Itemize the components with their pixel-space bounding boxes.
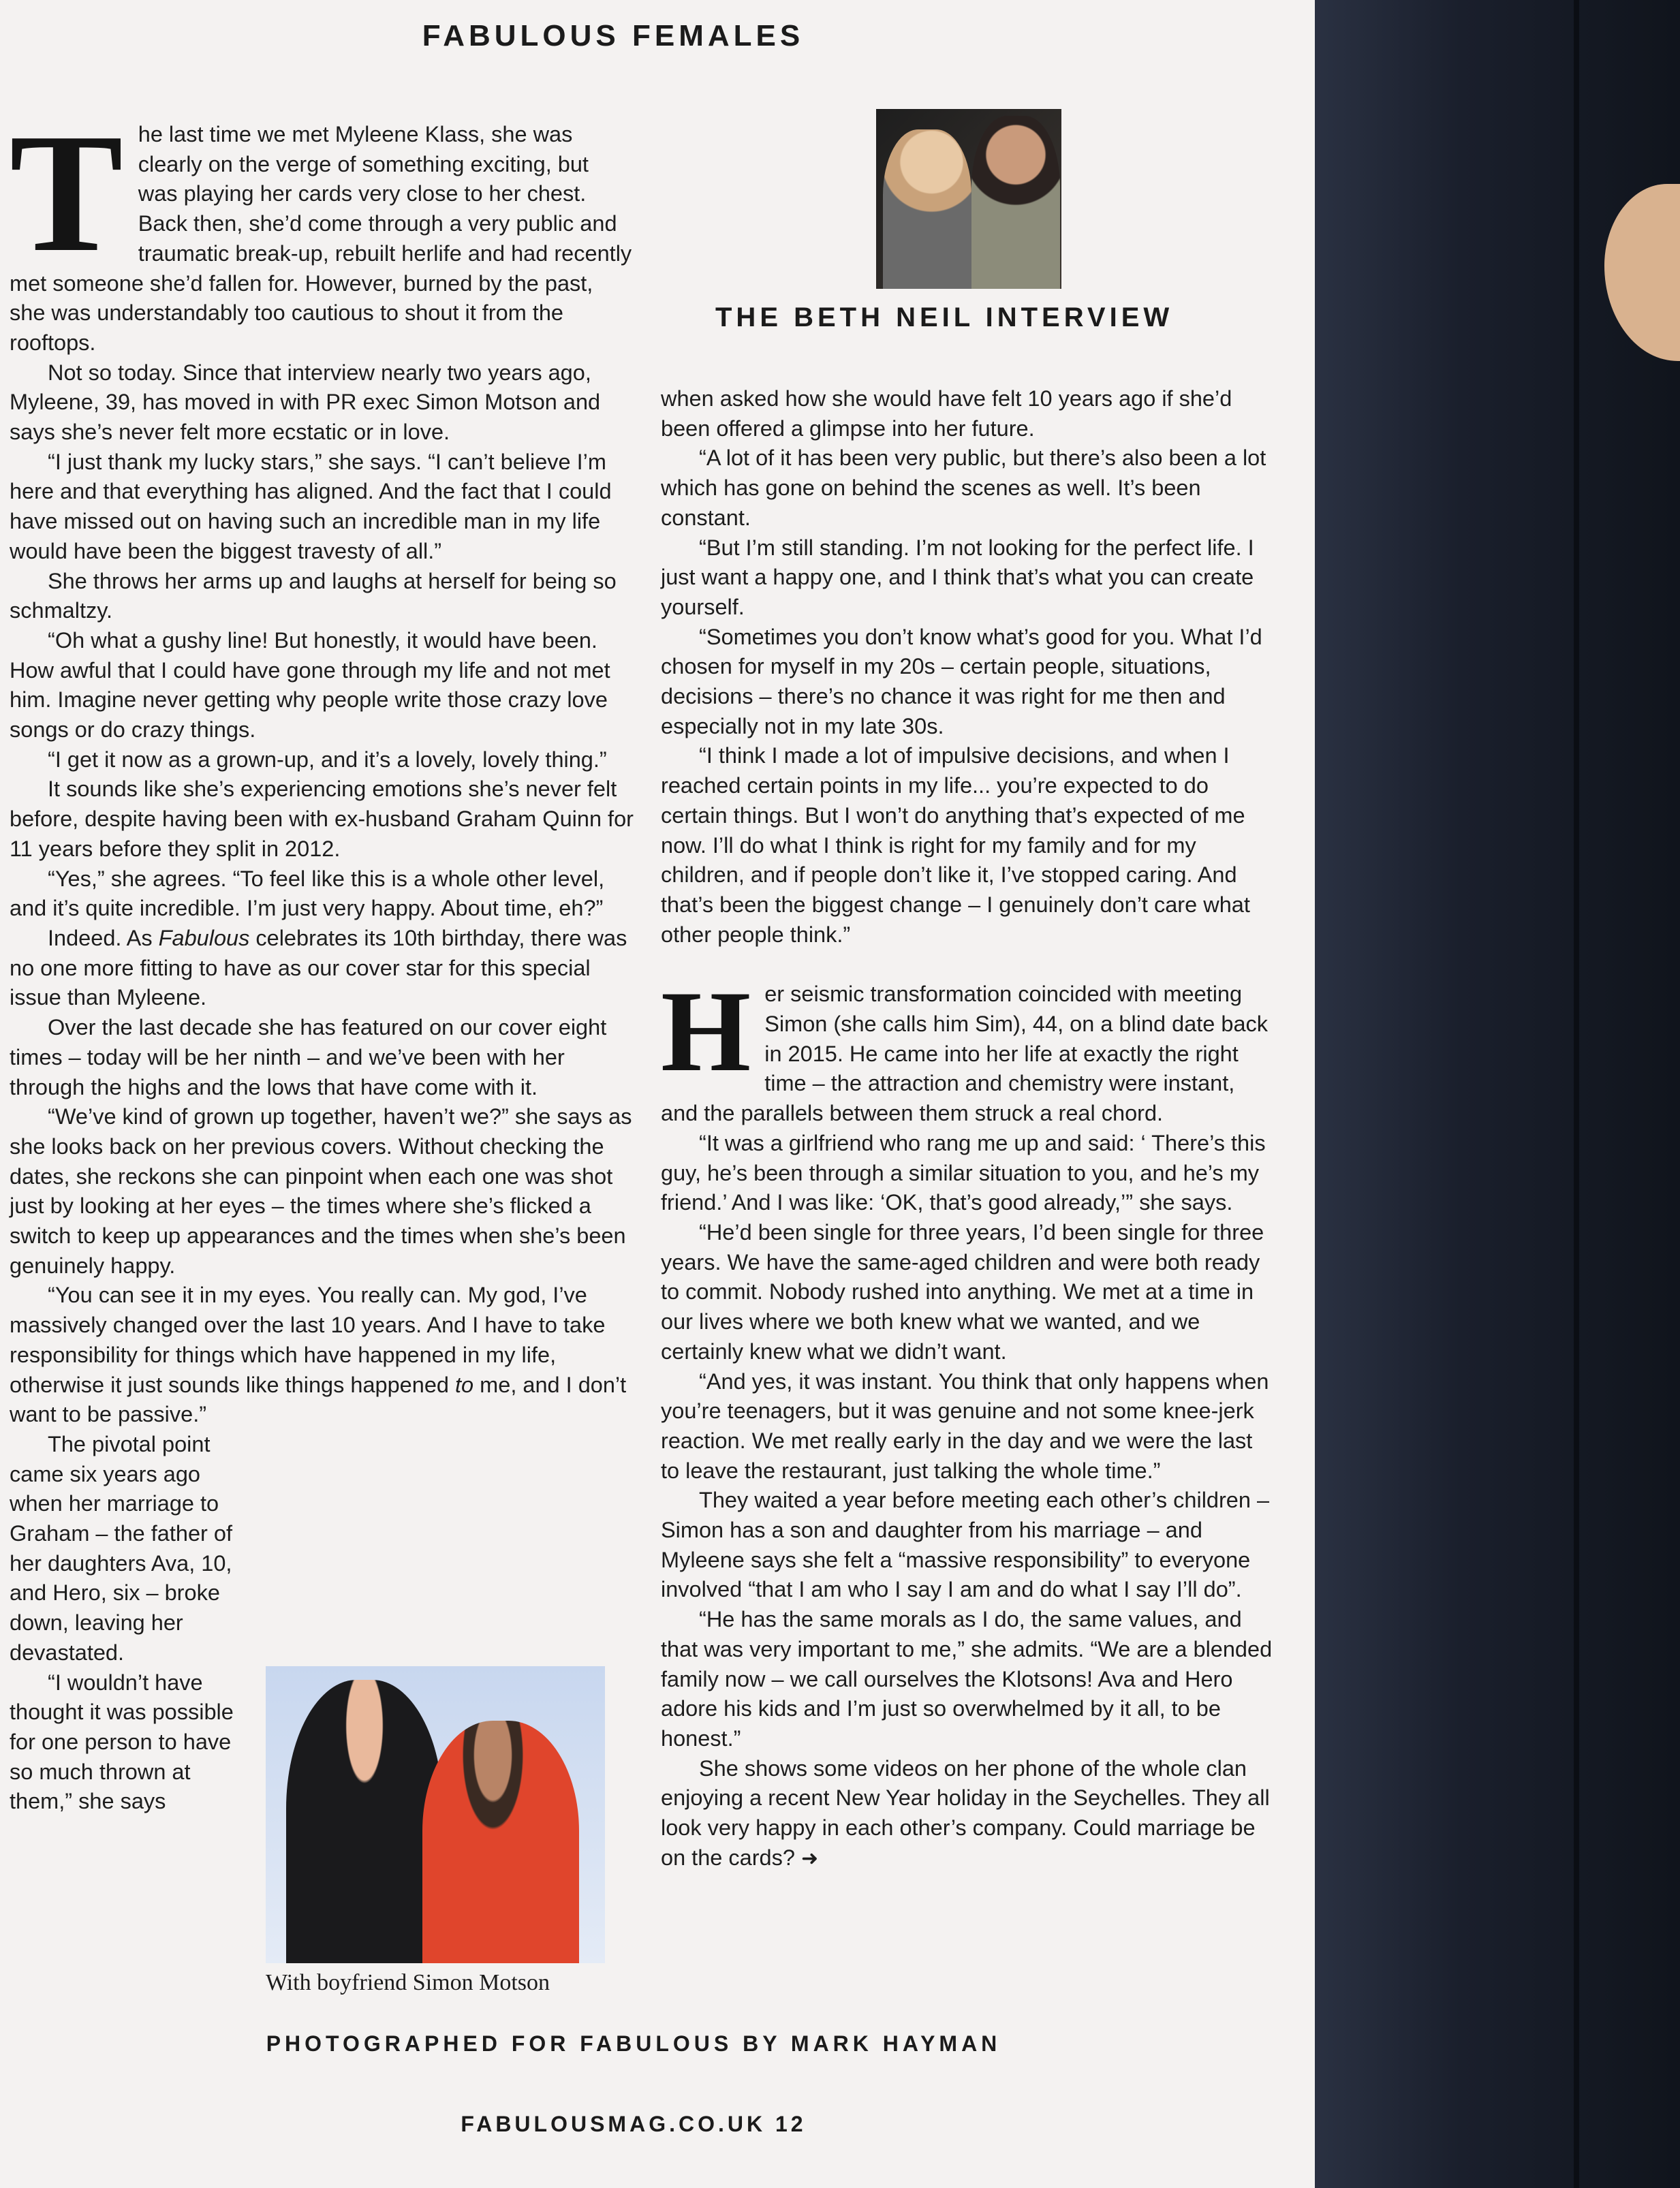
paragraph [661, 1754, 1274, 1874]
binding-edge [1574, 0, 1579, 2188]
paragraph: “Oh what a gushy line! But honestly, it would have been. How awful that I could have gone through my life and not met him. Imagine never getting why people write those crazy love songs or do crazy things. [10, 627, 610, 743]
paragraph-text: er seismic transformation coincided with meeting Simon (she calls him Sim), 44, on a blind date back in 2015. He came into her life at exactly the right time – the attraction and chemistry were instant, and the parallels between them struck a real chord. [661, 982, 1269, 1126]
paragraph [661, 967, 1274, 1129]
paragraph-text: “You can see it in my eyes. You really can. My god, I’ve massively changed over the last 10 years. And I have to take responsibility for things which have happened in my life, otherwise it just sounds like things happened [10, 1283, 606, 1397]
photo-caption: With boyfriend Simon Motson [266, 1970, 550, 1995]
continue-arrow-icon: ➜ [800, 1847, 819, 1870]
paragraph: “I think I made a lot of impulsive decisions, and when I reached certain points in my life... you’re expected to do certain things. But I won’t do anything that’s expected of me now. I’ll do what I think is right for my family and for my children, and if people don’t like it, I’ve stopped caring. And that’s been the biggest change – I genuinely don’t care what other people think.” [661, 743, 1250, 947]
myleene-figure [422, 1721, 579, 1963]
section-title: FABULOUS FEMALES [422, 19, 805, 52]
paragraph: “I get it now as a grown-up, and it’s a lovely, lovely thing.” [48, 747, 607, 772]
paragraph: She throws her arms up and laughs at herself for being so schmaltzy. [10, 568, 617, 623]
paragraph: They waited a year before meeting each other’s children – Simon has a son and daughter from his marriage – and Myleene says she felt a “massive responsibility” to everyone involved “that I am who I say I am and do what I say I’ll do”. [661, 1488, 1270, 1602]
paragraph: “We’ve kind of grown up together, haven’t we?” she says as she looks back on her previous covers. Without checking the dates, she reckons she can pinpoint when each one was shot just by looking at her eyes – the times where she’s flicked a switch to keep up appearances and the times when she’s been genuinely happy. [10, 1104, 632, 1278]
paragraph: It sounds like she’s experiencing emotions she’s never felt before, despite having been with ex-husband Graham Quinn for 11 years before they split in 2012. [10, 777, 634, 861]
paragraph: when asked how she would have felt 10 years ago if she’d been offered a glimpse into her future. [661, 386, 1232, 441]
paragraph-text: me, and I don’t want to be passive.” [10, 1372, 627, 1427]
article-column-1 [10, 99, 634, 1817]
paragraph: “Sometimes you don’t know what’s good for you. What I’d chosen for myself in my 20s – certain people, situations, decisions – there’s no chance it was right for me then and especially not in my late 30s. [661, 624, 1262, 738]
drop-cap-t: T [10, 99, 123, 287]
emphasis: to [455, 1372, 474, 1397]
paragraph-text: She shows some videos on her phone of the whole clan enjoying a recent New Year holiday in the Seychelles. They all look very happy in each other’s company. Could marriage be on the cards? [661, 1755, 1270, 1870]
myleene-figure [971, 116, 1060, 289]
paragraph: “He’d been single for three years, I’d been single for three years. We have the same-aged children and were both ready to commit. Nobody rushed into anything. We met at a time in our lives where we both knew what we wanted, and we certainly knew what we didn’t want. [661, 1219, 1264, 1364]
paragraph-text: he last time we met Myleene Klass, she was clearly on the verge of something exciting, but was playing her cards very close to her chest. Back then, she’d come through a very public and traumatic break-up, rebuilt herlife and had recently met someone she’d fallen for. However, burned by the past, she was understandably too cautious to shout it from the rooftops. [10, 122, 632, 355]
paragraph-text: The pivotal point came six years ago when her marriage to Graham – the father of her daughters Ava, 10, and Hero, six – broke down, leaving her devastated. [10, 1431, 232, 1665]
page-footer: FABULOUSMAG.CO.UK 12 [461, 2112, 807, 2136]
paragraph: “Yes,” she agrees. “To feel like this is a whole other level, and it’s quite incredible. I’m just very happy. About time, eh?” [10, 866, 605, 921]
simon-figure [286, 1680, 443, 1963]
paragraph: “It was a girlfriend who rang me up and said: ‘ There’s this guy, he’s been through a similar situation to you, and he’s my friend.’ And I was like: ‘OK, that’s good already,’” she says. [661, 1130, 1266, 1215]
paragraph: “I wouldn’t have thought it was possible for one person to have so much thrown at them,” she says [10, 1670, 234, 1814]
article-column-2 [661, 384, 1274, 1873]
paragraph [10, 1281, 634, 1430]
paragraph [10, 924, 634, 1013]
paragraph: “And yes, it was instant. You think that only happens when you’re teenagers, but it was genuine and not some knee-jerk reaction. We met really early in the day and we were the last to leave the restaurant, just talking the whole time.” [661, 1369, 1269, 1483]
paragraph: “But I’m still standing. I’m not looking for the perfect life. I just want a happy one, and I think that’s what you can create yourself. [661, 535, 1254, 619]
paragraph-text: Indeed. As [48, 925, 153, 950]
paragraph: “I just thank my lucky stars,” she says. “I can’t believe I’m here and that everything has aligned. And the fact that I could have missed out on having such an incredible man in my life would have been the biggest travesty of all.” [10, 449, 612, 563]
paragraph [10, 99, 634, 358]
beth-neil-photo [876, 109, 1061, 289]
paragraph: Not so today. Since that interview nearly two years ago, Myleene, 39, has moved in with PR exec Simon Motson and says she’s never felt more ecstatic or in love. [10, 360, 601, 445]
paragraph: “He has the same morals as I do, the same values, and that was very important to me,” she admits. “We are a blended family now – we call ourselves the Klotsons! Ava and Hero adore his kids and I’m just so overwhelmed by it all, to be honest.” [661, 1607, 1273, 1751]
paragraph: Over the last decade she has featured on our cover eight times – today will be her ninth – and we’ve been with her through the highs and the lows that have come with it. [10, 1015, 607, 1099]
couple-photo [266, 1666, 605, 1963]
beth-figure [883, 129, 971, 289]
drop-cap-h: H [661, 967, 751, 1096]
paragraph [10, 1430, 634, 1668]
photo-credit: PHOTOGRAPHED FOR FABULOUS BY MARK HAYMAN [266, 2031, 1001, 2056]
magazine-name: Fabulous [158, 925, 250, 950]
interview-label: THE BETH NEIL INTERVIEW [715, 302, 1174, 332]
paragraph-text: celebrates its 10th birthday, there was no one more fitting to have as our cover star for this special issue than Myleene. [10, 925, 627, 1010]
paragraph: “A lot of it has been very public, but there’s also been a lot which has gone on behind the scenes as well. It’s been constant. [661, 446, 1266, 530]
